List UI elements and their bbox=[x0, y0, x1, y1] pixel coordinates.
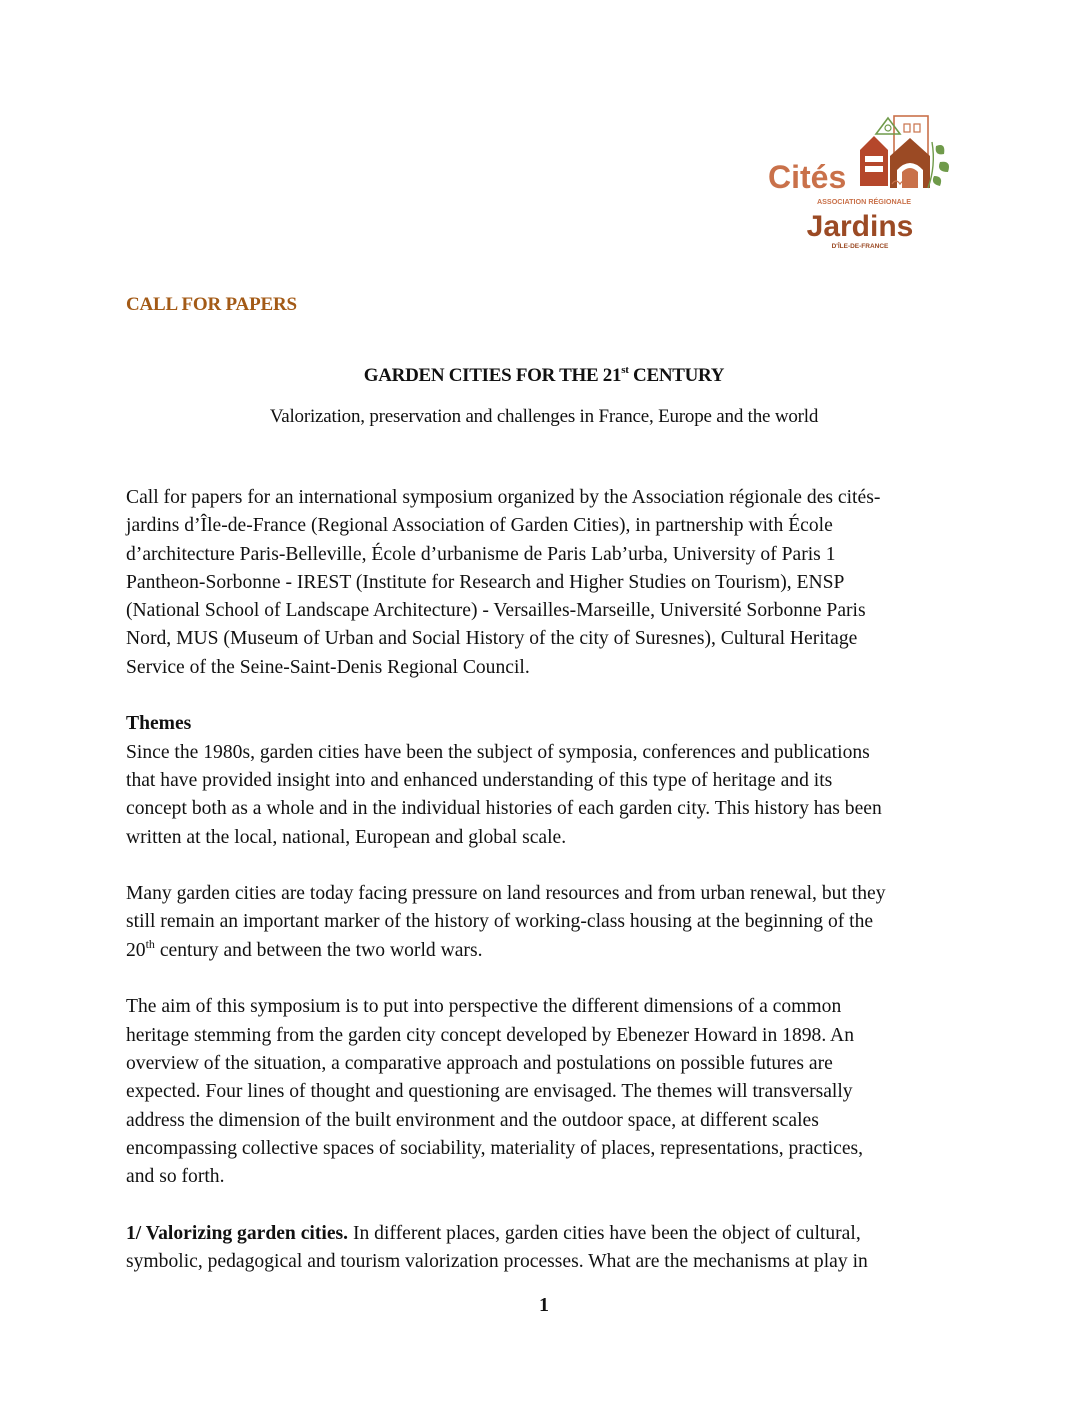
logo-word-jardins: Jardins bbox=[806, 210, 914, 243]
logo-region: D'ÎLE-DE-FRANCE bbox=[831, 243, 889, 250]
document-body bbox=[126, 484, 966, 1305]
text-line: still remain an important marker of the history of working-class housing at the beginning of the bbox=[126, 911, 874, 933]
houses-illustration bbox=[860, 116, 949, 188]
text-line: written at the local, national, European and global scale. bbox=[126, 826, 567, 848]
text-line: In different places, garden cities have been the object of cultural, bbox=[348, 1222, 861, 1244]
document-title bbox=[0, 364, 1088, 387]
text-line: and so forth. bbox=[126, 1166, 225, 1188]
text-line: heritage stemming from the garden city concept developed by Ebenezer Howard in 1898. An bbox=[126, 1024, 854, 1046]
text-line: (National School of Landscape Architecture) - Versailles-Marseille, Université Sorbonne Paris bbox=[126, 600, 866, 622]
title-main: GARDEN CITIES FOR THE 21 bbox=[363, 365, 622, 386]
logo-graphic bbox=[764, 106, 964, 256]
section-1-lead: 1/ Valorizing garden cities. bbox=[126, 1222, 349, 1244]
text-line: address the dimension of the built environment and the outdoor space, at different scales bbox=[126, 1109, 819, 1131]
logo-association-line: ASSOCIATION RÉGIONALE bbox=[816, 197, 912, 206]
text-line: The aim of this symposium is to put into perspective the different dimensions of a common bbox=[126, 996, 842, 1018]
century-superscript: th bbox=[145, 936, 155, 951]
text-line: that have provided insight into and enhanced understanding of this type of heritage and its bbox=[126, 769, 833, 791]
text-line: Nord, MUS (Museum of Urban and Social History of the city of Suresnes), Cultural Heritage bbox=[126, 628, 858, 650]
cites-jardins-logo bbox=[764, 106, 964, 256]
text-line: d’architecture Paris-Belleville, École d’urbanisme de Paris Lab’urba, University of Paris 1 bbox=[126, 543, 836, 565]
text-line: Many garden cities are today facing pressure on land resources and from urban renewal, but they bbox=[126, 883, 886, 905]
title-superscript: st bbox=[621, 364, 629, 376]
text-line: Service of the Seine-Saint-Denis Regional Council. bbox=[126, 656, 530, 678]
themes-heading: Themes bbox=[126, 713, 192, 735]
text-line: encompassing collective spaces of sociability, materiality of places, representations, practices, bbox=[126, 1137, 864, 1159]
title-end: CENTURY bbox=[628, 365, 725, 386]
themes-paragraph-1 bbox=[126, 710, 966, 851]
section-1-paragraph bbox=[126, 1220, 966, 1277]
text-line: Pantheon-Sorbonne - IREST (Institute for Research and Higher Studies on Tourism), ENSP bbox=[126, 571, 845, 593]
document-subtitle: Valorization, preservation and challenges in France, Europe and the world bbox=[269, 406, 819, 427]
page-number: 1 bbox=[539, 1294, 549, 1316]
century-number: 20 bbox=[126, 939, 146, 961]
text-line: concept both as a whole and in the individual histories of each garden city. This history has been bbox=[126, 798, 882, 820]
text-line: Since the 1980s, garden cities have been the subject of symposia, conferences and publications bbox=[126, 741, 870, 763]
call-for-papers-label: CALL FOR PAPERS bbox=[126, 294, 297, 315]
text-line: overview of the situation, a comparative approach and postulations on possible futures are bbox=[126, 1052, 833, 1074]
text-line: century and between the two world wars. bbox=[154, 939, 483, 961]
logo-word-cites: Cités bbox=[768, 159, 847, 195]
text-line: jardins d’Île-de-France (Regional Association of Garden Cities), in partnership with École bbox=[126, 515, 833, 537]
themes-paragraph-3 bbox=[126, 993, 966, 1191]
themes-paragraph-2 bbox=[126, 880, 966, 965]
intro-paragraph bbox=[126, 484, 966, 682]
text-line: symbolic, pedagogical and tourism valorization processes. What are the mechanisms at play in bbox=[126, 1251, 868, 1273]
text-line: expected. Four lines of thought and questioning are envisaged. The themes will transversally bbox=[126, 1081, 853, 1103]
text-line: Call for papers for an international symposium organized by the Association régionale des cités- bbox=[126, 487, 881, 508]
